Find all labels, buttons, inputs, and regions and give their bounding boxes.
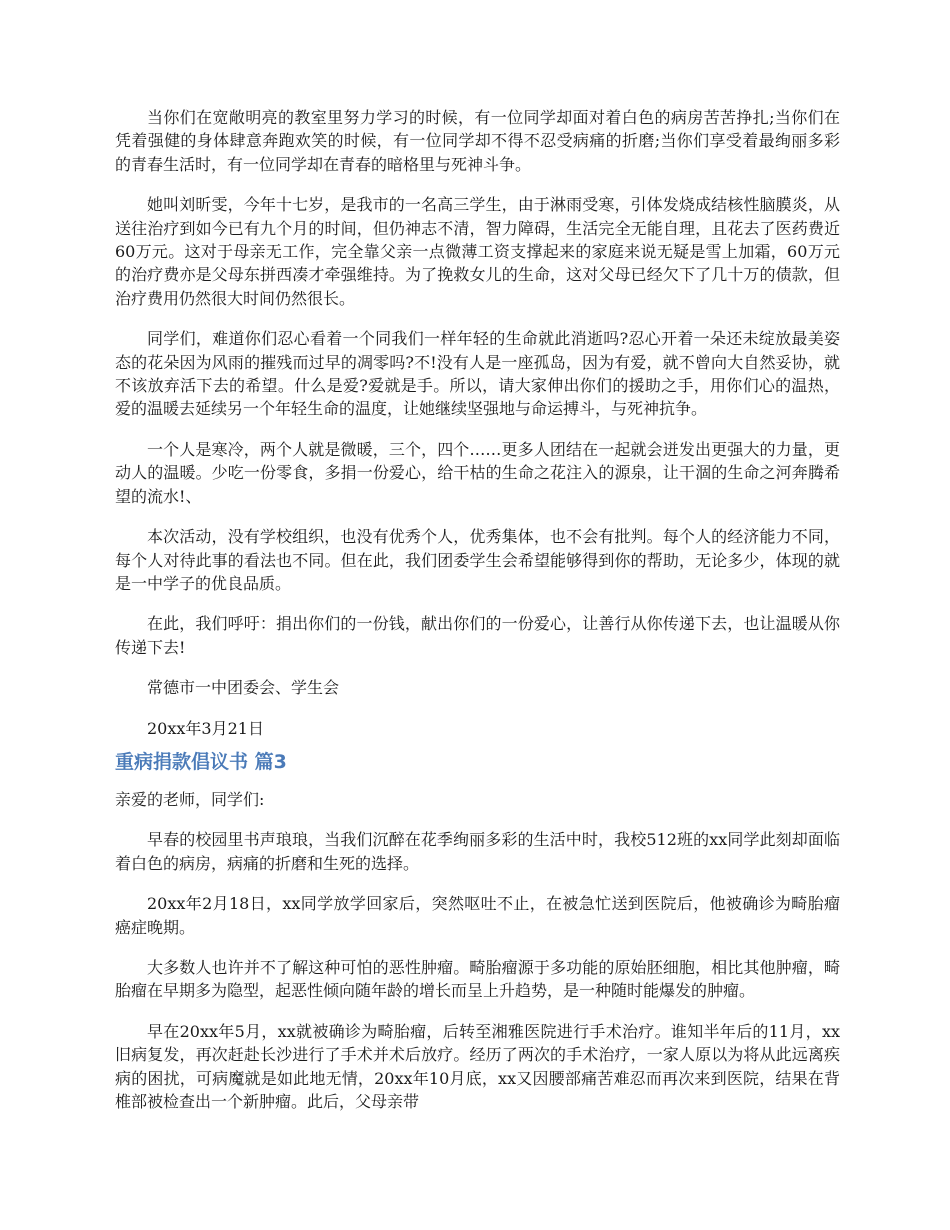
paragraph-treatment-history: 早在20xx年5月，xx就被确诊为畸胎瘤，后转至湘雅医院进行手术治疗。谁知半年后的11月，xx旧病复发，再次赶赴长沙进行了手术并术后放疗。经历了两次的手术治疗，一家人原以为将从此远离疾病的困扰，可病魔就是如此地无情，20xx年10月底，xx又因腰部痛苦难忍而再次来到医院，结果在背椎部被检查出一个新肿瘤。此后，父母亲带 [115,1021,840,1111]
paragraph-call: 在此，我们呼吁：捐出你们的一份钱，献出你们的一份爱心，让善行从你传递下去，也让温暖从你传递下去! [115,614,840,657]
paragraph-unity: 一个人是寒冷，两个人就是微暖，三个，四个……更多人团结在一起就会迸发出更强大的力量，更动人的温暖。少吃一份零食，多捐一份爱心，给干枯的生命之花注入的源泉，让干涸的生命之河奔腾希望的流水!、 [115,439,840,506]
paragraph-appeal: 同学们，难道你们忍心看着一个同我们一样年轻的生命就此消逝吗?忍心开着一朵还未绽放最美姿态的花朵因为风雨的摧残而过早的凋零吗?不!没有人是一座孤岛，因为有爱，就不曾向大自然妥协，就不该放弃活下去的希望。什么是爱?爱就是手。所以，请大家伸出你们的援助之手，用你们心的温热，爱的温暖去延续另一个年轻生命的温度，让她继续坚强地与命运搏斗，与死神抗争。 [115,329,840,419]
paragraph-intro: 当你们在宽敞明亮的教室里努力学习的时候，有一位同学却面对着白色的病房苦苦挣扎;当你们在凭着强健的身体肆意奔跑欢笑的时候，有一位同学却不得不忍受病痛的折磨;当你们享受着最绚丽多彩的青春生活时，有一位同学却在青春的暗格里与死神斗争。 [115,108,840,174]
paragraph-diagnosis: 20xx年2月18日，xx同学放学回家后，突然呕吐不止，在被急忙送到医院后，他被确诊为畸胎瘤癌症晚期。 [115,894,840,937]
signature-date: 20xx年3月21日 [147,718,264,738]
signature-organization: 常德市一中团委会、学生会 [147,678,340,698]
document-body [115,106,840,1130]
paragraph-activity: 本次活动，没有学校组织，也没有优秀个人，优秀集体，也不会有批判。每个人的经济能力不同，每个人对待此事的看法也不同。但在此，我们团委学生会希望能够得到你的帮助，无论多少，体现的就是一中学子的优良品质。 [115,527,840,593]
paragraph-tumor-info: 大多数人也许并不了解这种可怕的恶性肿瘤。畸胎瘤源于多功能的原始胚细胞，相比其他肿瘤，畸胎瘤在早期多为隐型，起恶性倾向随年龄的增长而呈上升趋势，是一种随时能爆发的肿瘤。 [115,957,840,1001]
paragraph-patient-story: 她叫刘昕雯，今年十七岁，是我市的一名高三学生，由于淋雨受寒，引体发烧成结核性脑膜炎，从送往治疗到如今已有九个月的时间，但仍神志不清，智力障碍，生活完全无能自理，且花去了医药费近60万元。这对于母亲无工作，完全靠父亲一点微薄工资支撑起来的家庭来说无疑是雪上加霜，60万元的治疗费亦是父母东拼西凑才牵强维持。为了挽救女儿的生命，这对父母已经欠下了几十万的债款，但治疗费用仍然很大时间仍然很长。 [115,195,840,308]
section-heading: 重病捐款倡议书 篇3 [115,750,287,773]
salutation: 亲爱的老师，同学们: [115,789,265,809]
paragraph-section-intro: 早春的校园里书声琅琅，当我们沉醉在花季绚丽多彩的生活中时，我校512班的xx同学此刻却面临着白色的病房，病痛的折磨和生死的选择。 [115,830,840,873]
